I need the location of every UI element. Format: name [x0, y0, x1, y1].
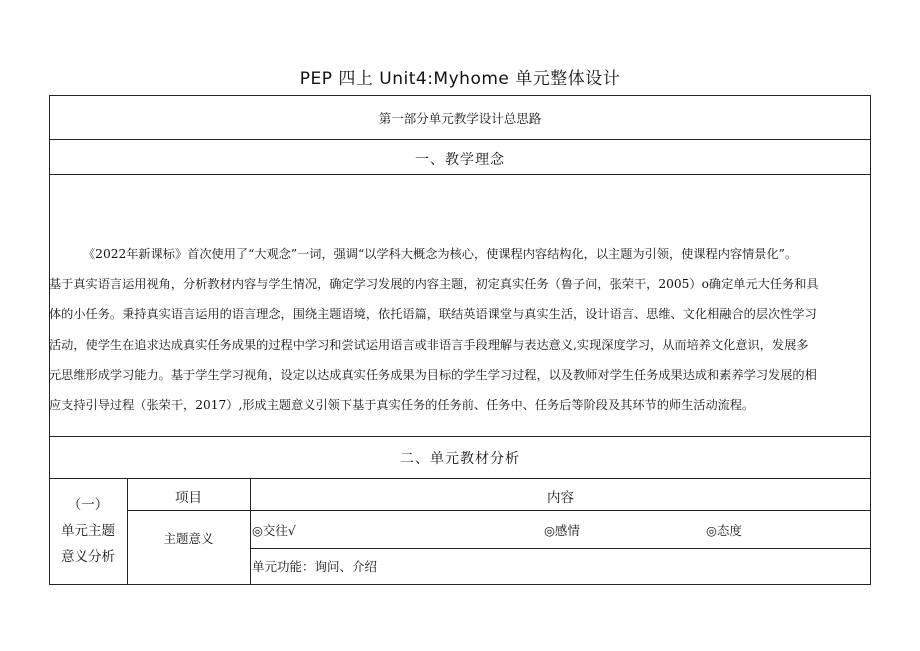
- paragraph-line: 《2022年新课标》首次使用了“大观念”一词，强调“以学科大概念为核心，使课程内容结构化，以主题为引领，使课程内容情景化”。: [83, 247, 798, 261]
- paragraph-line: 活动，使学生在追求达成真实任务成果的过程中学习和尝试运用语言或非语言手段理解与表达意义,实现深度学习，从而培养文化意识，发展多: [49, 337, 809, 352]
- document-title: PEP 四上 Unit4:Myhome 单元整体设计: [299, 69, 621, 89]
- section-heading-materials: 二、单元教材分析: [400, 451, 520, 467]
- table-rule: [127, 510, 871, 511]
- option-emotion: ◎感情: [544, 523, 580, 538]
- table-rule: [49, 174, 871, 175]
- paragraph-line: 体的小任务。秉持真实语言运用的语言理念，围绕主题语境，依托语篇，联结英语课堂与真实生活，设计语言、思维、文化相融合的层次性学习: [49, 307, 817, 322]
- option-attitude: ◎态度: [706, 523, 742, 538]
- unit-function-text: 单元功能：询问、介绍: [252, 559, 378, 574]
- row-label-number: （一）: [67, 497, 109, 513]
- table-rule: [250, 548, 871, 549]
- paragraph-line: 基于真实语言运用视角，分析教材内容与学生情况，确定学习发展的内容主题，初定真实任务（鲁子问，张荣干，2005）o确定单元大任务和具: [49, 277, 819, 292]
- philosophy-paragraph: [49, 239, 871, 420]
- table-rule: [49, 139, 871, 140]
- row-label-line: 单元主题: [61, 523, 115, 539]
- table-rule: [49, 436, 871, 437]
- option-communication: ◎交往√: [252, 523, 296, 538]
- row-label-theme-analysis: [49, 492, 127, 570]
- part-heading: 第一部分单元教学设计总思路: [378, 111, 542, 126]
- column-header-item: 项目: [175, 490, 202, 506]
- paragraph-line: 元思维形成学习能力。基于学生学习视角，设定以达成真实任务成果为目标的学生学习过程，以及教师对学生任务成果达成和素养学习发展的相: [49, 367, 817, 382]
- row-item-theme-meaning: 主题意义: [163, 531, 214, 546]
- row-label-line: 意义分析: [61, 549, 115, 565]
- section-heading-philosophy: 一、教学理念: [415, 152, 505, 168]
- table-rule: [49, 478, 871, 479]
- column-header-content: 内容: [547, 490, 574, 506]
- paragraph-line: 应支持引导过程（张荣干，2017）,形成主题意义引领下基于真实任务的任务前、任务中、任务后等阶段及其环节的师生活动流程。: [49, 397, 755, 412]
